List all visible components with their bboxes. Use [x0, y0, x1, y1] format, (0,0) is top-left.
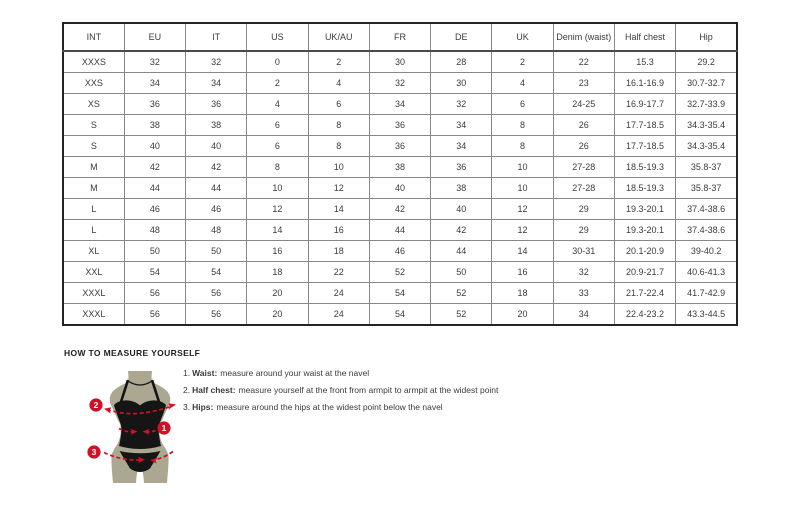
column-header-denim: Denim (waist): [553, 23, 614, 51]
measure-step-hips: [183, 403, 498, 412]
table-cell: 52: [431, 283, 492, 304]
table-cell: XXL: [63, 262, 124, 283]
size-chart-header: [63, 23, 737, 51]
table-cell: 38: [186, 115, 247, 136]
table-cell: 18.5-19.3: [614, 178, 675, 199]
table-cell: 33: [553, 283, 614, 304]
measure-section-title: HOW TO MEASURE YOURSELF: [64, 348, 201, 358]
table-cell: 23: [553, 73, 614, 94]
table-cell: 54: [186, 262, 247, 283]
table-cell: XL: [63, 241, 124, 262]
table-cell: 6: [308, 94, 369, 115]
table-cell: 8: [492, 136, 553, 157]
column-header-hip: Hip: [676, 23, 737, 51]
table-cell: 32: [553, 262, 614, 283]
table-cell: 6: [247, 115, 308, 136]
table-cell: 35.8-37: [676, 178, 737, 199]
table-cell: 48: [186, 220, 247, 241]
table-cell: 38: [431, 178, 492, 199]
badge-hips: [87, 445, 100, 458]
table-cell: 18: [492, 283, 553, 304]
table-cell: 48: [124, 220, 185, 241]
table-cell: XXXS: [63, 51, 124, 73]
size-chart-body: [63, 51, 737, 325]
table-cell: 42: [369, 199, 430, 220]
table-cell: 50: [431, 262, 492, 283]
table-row: [63, 241, 737, 262]
chest-arrow-right: [168, 403, 176, 409]
table-cell: 2: [247, 73, 308, 94]
table-cell: 32: [431, 94, 492, 115]
table-cell: 42: [124, 157, 185, 178]
table-cell: 20: [247, 283, 308, 304]
table-cell: 54: [369, 283, 430, 304]
table-cell: 34: [369, 94, 430, 115]
table-cell: 10: [492, 178, 553, 199]
table-cell: 30.7-32.7: [676, 73, 737, 94]
measure-step-half-chest: [183, 386, 498, 395]
table-cell: 10: [308, 157, 369, 178]
table-cell: 12: [308, 178, 369, 199]
step-text: measure yourself at the front from armpit to armpit at the widest point: [238, 385, 499, 395]
table-cell: 24-25: [553, 94, 614, 115]
column-header-fr: FR: [369, 23, 430, 51]
cami-bodice-shape: [114, 400, 166, 449]
table-cell: 17.7-18.5: [614, 115, 675, 136]
step-label: Half chest:: [192, 385, 236, 395]
table-cell: 4: [308, 73, 369, 94]
table-cell: 12: [492, 220, 553, 241]
table-cell: 8: [492, 115, 553, 136]
table-cell: 16.9-17.7: [614, 94, 675, 115]
table-cell: 30-31: [553, 241, 614, 262]
table-cell: 29: [553, 220, 614, 241]
table-cell: 20.1-20.9: [614, 241, 675, 262]
table-cell: 14: [308, 199, 369, 220]
measurement-figure: [80, 367, 192, 487]
table-cell: 20: [247, 304, 308, 326]
table-cell: 19.3-20.1: [614, 199, 675, 220]
table-cell: 44: [124, 178, 185, 199]
table-cell: S: [63, 115, 124, 136]
table-cell: 18: [247, 262, 308, 283]
badge-waist: [157, 421, 170, 434]
table-cell: XXS: [63, 73, 124, 94]
table-cell: 46: [124, 199, 185, 220]
table-cell: 34: [431, 136, 492, 157]
table-cell: 26: [553, 136, 614, 157]
table-cell: 14: [247, 220, 308, 241]
table-cell: 20: [492, 304, 553, 326]
table-cell: 34.3-35.4: [676, 136, 737, 157]
table-cell: 40: [186, 136, 247, 157]
step-label: Waist:: [192, 368, 218, 378]
table-cell: 34: [124, 73, 185, 94]
table-cell: S: [63, 136, 124, 157]
table-cell: 6: [492, 94, 553, 115]
table-cell: 14: [492, 241, 553, 262]
table-cell: 0: [247, 51, 308, 73]
table-cell: 26: [553, 115, 614, 136]
table-row: [63, 115, 737, 136]
table-cell: XS: [63, 94, 124, 115]
measure-step-waist: [183, 369, 498, 378]
table-cell: 34: [186, 73, 247, 94]
table-cell: 21.7-22.4: [614, 283, 675, 304]
badge-2-number: 2: [93, 400, 99, 410]
table-cell: 54: [369, 304, 430, 326]
table-cell: 2: [492, 51, 553, 73]
table-cell: 4: [247, 94, 308, 115]
table-cell: 15.3: [614, 51, 675, 73]
table-cell: 46: [369, 241, 430, 262]
table-cell: 20.9-21.7: [614, 262, 675, 283]
table-cell: 10: [492, 157, 553, 178]
table-cell: 28: [431, 51, 492, 73]
step-text: measure around your waist at the navel: [220, 368, 370, 378]
table-cell: 44: [186, 178, 247, 199]
table-row: [63, 157, 737, 178]
table-cell: 4: [492, 73, 553, 94]
table-cell: 38: [369, 157, 430, 178]
table-cell: 56: [124, 304, 185, 326]
badge-1-number: 1: [161, 423, 167, 433]
table-cell: 24: [308, 304, 369, 326]
table-cell: 17.7-18.5: [614, 136, 675, 157]
table-cell: 38: [124, 115, 185, 136]
step-label: Hips:: [192, 402, 214, 412]
table-cell: 32: [369, 73, 430, 94]
table-cell: 6: [247, 136, 308, 157]
column-header-int: INT: [63, 23, 124, 51]
table-cell: 32.7-33.9: [676, 94, 737, 115]
table-cell: 36: [186, 94, 247, 115]
step-number: 2.: [183, 385, 191, 395]
column-header-half-chest: Half chest: [614, 23, 675, 51]
table-cell: XXXL: [63, 304, 124, 326]
column-header-us: US: [247, 23, 308, 51]
table-cell: 16: [308, 220, 369, 241]
badge-3-number: 3: [91, 447, 97, 457]
badge-half-chest: [89, 398, 102, 411]
table-cell: 50: [124, 241, 185, 262]
table-cell: 22: [308, 262, 369, 283]
table-cell: 37.4-38.6: [676, 199, 737, 220]
table-row: [63, 283, 737, 304]
table-cell: 44: [369, 220, 430, 241]
step-number: 3.: [183, 402, 191, 412]
table-row: [63, 73, 737, 94]
table-cell: XXXL: [63, 283, 124, 304]
table-cell: 27-28: [553, 157, 614, 178]
column-header-uk-au: UK/AU: [308, 23, 369, 51]
table-cell: 19.3-20.1: [614, 220, 675, 241]
table-cell: 41.7-42.9: [676, 283, 737, 304]
table-cell: 32: [186, 51, 247, 73]
table-row: [63, 94, 737, 115]
table-row: [63, 262, 737, 283]
measure-steps-list: [183, 369, 498, 420]
column-header-eu: EU: [124, 23, 185, 51]
table-cell: 40: [124, 136, 185, 157]
table-cell: M: [63, 178, 124, 199]
header-row: [63, 23, 737, 51]
table-cell: 52: [369, 262, 430, 283]
table-cell: 8: [308, 136, 369, 157]
table-cell: 36: [369, 115, 430, 136]
table-cell: 16.1-16.9: [614, 73, 675, 94]
table-row: [63, 51, 737, 73]
table-cell: 34: [431, 115, 492, 136]
column-header-it: IT: [186, 23, 247, 51]
table-cell: 24: [308, 283, 369, 304]
table-cell: 29: [553, 199, 614, 220]
table-cell: 39-40.2: [676, 241, 737, 262]
table-cell: 37.4-38.6: [676, 220, 737, 241]
table-cell: 40.6-41.3: [676, 262, 737, 283]
table-cell: 42: [431, 220, 492, 241]
table-cell: 52: [431, 304, 492, 326]
table-cell: 30: [431, 73, 492, 94]
column-header-de: DE: [431, 23, 492, 51]
table-cell: 36: [431, 157, 492, 178]
table-cell: L: [63, 220, 124, 241]
table-cell: 34: [553, 304, 614, 326]
table-cell: 36: [124, 94, 185, 115]
table-cell: 16: [492, 262, 553, 283]
table-cell: 27-28: [553, 178, 614, 199]
table-cell: 2: [308, 51, 369, 73]
table-cell: 16: [247, 241, 308, 262]
table-cell: M: [63, 157, 124, 178]
table-row: [63, 199, 737, 220]
mannequin-illustration-icon: [80, 367, 192, 487]
size-chart-table: [62, 22, 738, 326]
table-cell: 40: [369, 178, 430, 199]
table-cell: 18.5-19.3: [614, 157, 675, 178]
step-text: measure around the hips at the widest point below the navel: [216, 402, 443, 412]
table-cell: 12: [247, 199, 308, 220]
table-cell: 36: [369, 136, 430, 157]
table-cell: 22: [553, 51, 614, 73]
table-cell: 22.4-23.2: [614, 304, 675, 326]
table-cell: 18: [308, 241, 369, 262]
table-cell: 34.3-35.4: [676, 115, 737, 136]
table-cell: 40: [431, 199, 492, 220]
table-cell: 12: [492, 199, 553, 220]
step-number: 1.: [183, 368, 191, 378]
table-cell: 32: [124, 51, 185, 73]
table-cell: 44: [431, 241, 492, 262]
table-row: [63, 220, 737, 241]
table-cell: 43.3-44.5: [676, 304, 737, 326]
column-header-uk: UK: [492, 23, 553, 51]
table-cell: 29.2: [676, 51, 737, 73]
table-cell: 46: [186, 199, 247, 220]
table-row: [63, 136, 737, 157]
table-cell: 42: [186, 157, 247, 178]
table-cell: 56: [186, 304, 247, 326]
table-cell: 10: [247, 178, 308, 199]
table-cell: 54: [124, 262, 185, 283]
table-cell: 50: [186, 241, 247, 262]
table-cell: 8: [247, 157, 308, 178]
table-cell: 56: [124, 283, 185, 304]
table-row: [63, 304, 737, 326]
table-cell: L: [63, 199, 124, 220]
table-cell: 8: [308, 115, 369, 136]
table-row: [63, 178, 737, 199]
table-cell: 35.8-37: [676, 157, 737, 178]
table-cell: 56: [186, 283, 247, 304]
table-cell: 30: [369, 51, 430, 73]
